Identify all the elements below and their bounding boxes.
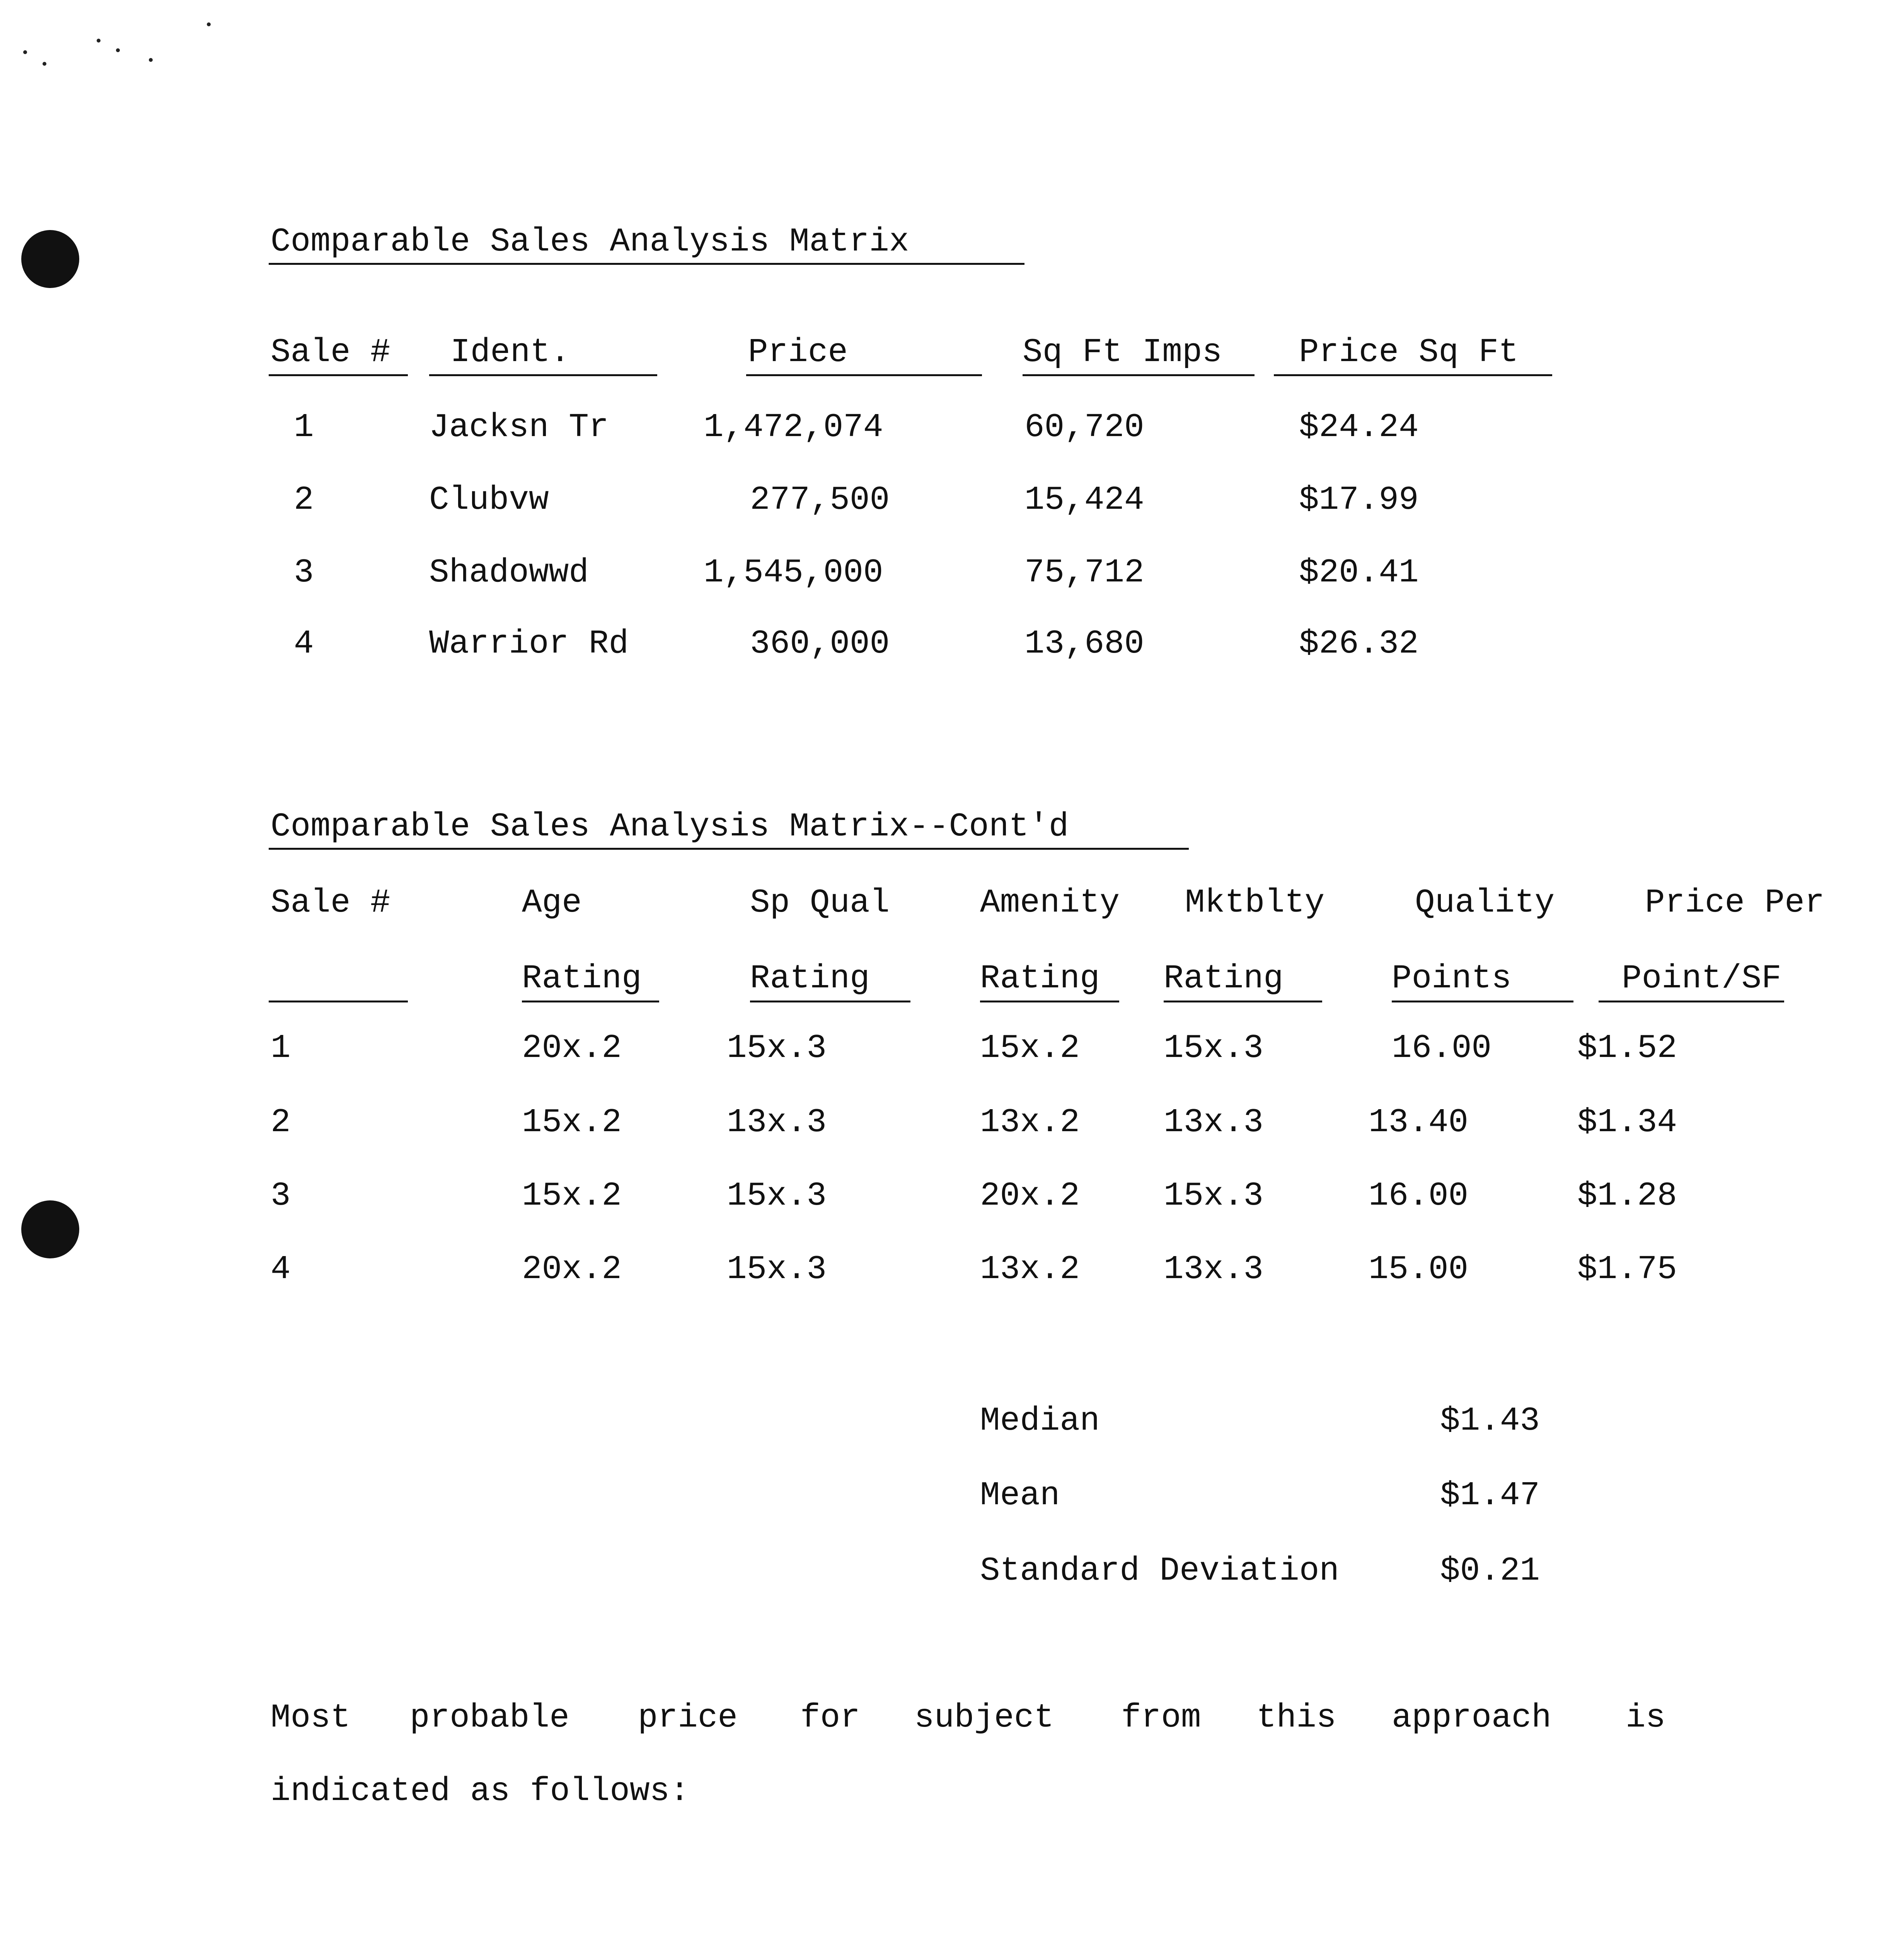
table2-header-mktblty-rating: Rating: [1164, 960, 1284, 997]
table1-row1-sale: 1: [294, 408, 314, 446]
scan-speck: [116, 48, 120, 52]
table1-row3-price-sqft: $20.41: [1299, 554, 1419, 591]
table2-row2-quality: 13.40: [1369, 1103, 1469, 1141]
stat-median-label: Median: [980, 1402, 1100, 1440]
table2-title: Comparable Sales Analysis Matrix--Cont'd: [271, 808, 1069, 845]
table1-header-sale: Sale #: [271, 333, 390, 371]
table1-header-underline-ident: [429, 374, 657, 376]
table2-header-mktblty: Mktblty: [1185, 884, 1325, 922]
table2-header-amenity: Amenity: [980, 884, 1120, 922]
stat-mean-label: Mean: [980, 1476, 1060, 1514]
table2-row4-quality: 15.00: [1369, 1250, 1469, 1288]
table2-row3-sp-qual: 15x.3: [727, 1177, 827, 1215]
table1-row4-sale: 4: [294, 625, 314, 663]
table2-row4-amenity: 13x.2: [980, 1250, 1080, 1288]
table2-row1-amenity: 15x.2: [980, 1029, 1080, 1067]
table2-row1-mktblty: 15x.3: [1164, 1029, 1264, 1067]
table2-header-underline-sale: [269, 1001, 408, 1002]
paragraph-word: this: [1256, 1699, 1336, 1737]
table2-header-underline-quality: [1392, 1001, 1573, 1002]
table2-row2-amenity: 13x.2: [980, 1103, 1080, 1141]
table1-header-ident: Ident.: [450, 333, 570, 371]
table1-row2-ident: Clubvw: [429, 481, 549, 519]
paragraph-line-2: indicated as follows:: [271, 1772, 690, 1810]
scan-speck: [149, 58, 153, 62]
table2-header-underline-mktblty: [1164, 1001, 1322, 1002]
table1-title: Comparable Sales Analysis Matrix: [271, 223, 909, 261]
table1-header-underline-price: [746, 374, 982, 376]
table1-row1-price: 1,472,074: [704, 408, 883, 446]
table2-header-price-per: Price Per: [1645, 884, 1825, 922]
paragraph-word: is: [1626, 1699, 1666, 1737]
table2-row4-age: 20x.2: [522, 1250, 622, 1288]
table1-row1-price-sqft: $24.24: [1299, 408, 1419, 446]
stat-stddev-value: $0.21: [1440, 1552, 1540, 1590]
paragraph-word: from: [1121, 1699, 1201, 1737]
table2-header-amenity-rating: Rating: [980, 960, 1100, 997]
table1-header-underline-sqft-imps: [1023, 374, 1255, 376]
table1-header-underline-sale: [269, 374, 408, 376]
table2-header-underline-age: [522, 1001, 659, 1002]
paragraph-word: subject: [914, 1699, 1054, 1737]
table1-row2-price: 277,500: [750, 481, 890, 519]
table2-row2-price-per: $1.34: [1577, 1103, 1677, 1141]
stat-median-value: $1.43: [1440, 1402, 1540, 1440]
scan-speck: [97, 39, 101, 43]
table2-row1-quality: 16.00: [1392, 1029, 1492, 1067]
table2-row1-sp-qual: 15x.3: [727, 1029, 827, 1067]
table1-row2-price-sqft: $17.99: [1299, 481, 1419, 519]
table2-header-sale: Sale #: [271, 884, 390, 922]
table1-row3-sqft: 75,712: [1024, 554, 1144, 591]
table2-header-sp-qual-rating: Rating: [750, 960, 870, 997]
table1-row3-sale: 3: [294, 554, 314, 591]
table1-header-price-sqft: Price Sq Ft: [1299, 333, 1519, 371]
binder-hole-middle: [21, 1200, 79, 1258]
table1-row4-price: 360,000: [750, 625, 890, 663]
table1-header-price: Price: [748, 333, 848, 371]
table1-row4-price-sqft: $26.32: [1299, 625, 1419, 663]
table2-row1-price-per: $1.52: [1577, 1029, 1677, 1067]
table1-row1-sqft: 60,720: [1024, 408, 1144, 446]
table2-header-quality-points: Points: [1392, 960, 1512, 997]
table2-row4-sale: 4: [271, 1250, 291, 1288]
paragraph-word: price: [638, 1699, 738, 1737]
table2-row1-age: 20x.2: [522, 1029, 622, 1067]
table2-row3-mktblty: 15x.3: [1164, 1177, 1264, 1215]
table2-row3-price-per: $1.28: [1577, 1177, 1677, 1215]
table1-row4-ident: Warrior Rd: [429, 625, 629, 663]
table2-header-sp-qual: Sp Qual: [750, 884, 890, 922]
scan-speck: [43, 62, 46, 66]
table2-header-age: Age: [522, 884, 582, 922]
table1-row3-price: 1,545,000: [704, 554, 883, 591]
scan-speck: [207, 22, 211, 26]
table1-row2-sqft: 15,424: [1024, 481, 1144, 519]
paragraph-word: Most: [271, 1699, 351, 1737]
table1-row2-sale: 2: [294, 481, 314, 519]
table2-row2-sp-qual: 13x.3: [727, 1103, 827, 1141]
stat-stddev-label: Standard Deviation: [980, 1552, 1339, 1590]
table2-header-point-sf: Point/SF: [1622, 960, 1781, 997]
binder-hole-top: [21, 230, 79, 288]
table1-header-sqft-imps: Sq Ft Imps: [1023, 333, 1222, 371]
table2-row2-mktblty: 13x.3: [1164, 1103, 1264, 1141]
table2-row4-price-per: $1.75: [1577, 1250, 1677, 1288]
table1-header-underline-price-sqft: [1274, 374, 1552, 376]
table2-row2-sale: 2: [271, 1103, 291, 1141]
table1-row3-ident: Shadowwd: [429, 554, 589, 591]
table2-row2-age: 15x.2: [522, 1103, 622, 1141]
table2-row3-amenity: 20x.2: [980, 1177, 1080, 1215]
scan-speck: [23, 50, 27, 54]
paragraph-word: for: [800, 1699, 860, 1737]
table1-title-underline: [269, 263, 1024, 265]
table2-row3-age: 15x.2: [522, 1177, 622, 1215]
table2-row4-sp-qual: 15x.3: [727, 1250, 827, 1288]
table2-row3-sale: 3: [271, 1177, 291, 1215]
table1-row4-sqft: 13,680: [1024, 625, 1144, 663]
stat-mean-value: $1.47: [1440, 1476, 1540, 1514]
table2-header-underline-sp-qual: [750, 1001, 910, 1002]
paragraph-word: probable: [410, 1699, 569, 1737]
table2-header-age-rating: Rating: [522, 960, 642, 997]
table2-title-underline: [269, 848, 1189, 850]
table2-header-quality: Quality: [1415, 884, 1555, 922]
table2-header-underline-price-per: [1599, 1001, 1784, 1002]
table2-row1-sale: 1: [271, 1029, 291, 1067]
table2-row4-mktblty: 13x.3: [1164, 1250, 1264, 1288]
table1-row1-ident: Jacksn Tr: [429, 408, 609, 446]
table2-row3-quality: 16.00: [1369, 1177, 1469, 1215]
table2-header-underline-amenity: [980, 1001, 1119, 1002]
paragraph-word: approach: [1392, 1699, 1551, 1737]
